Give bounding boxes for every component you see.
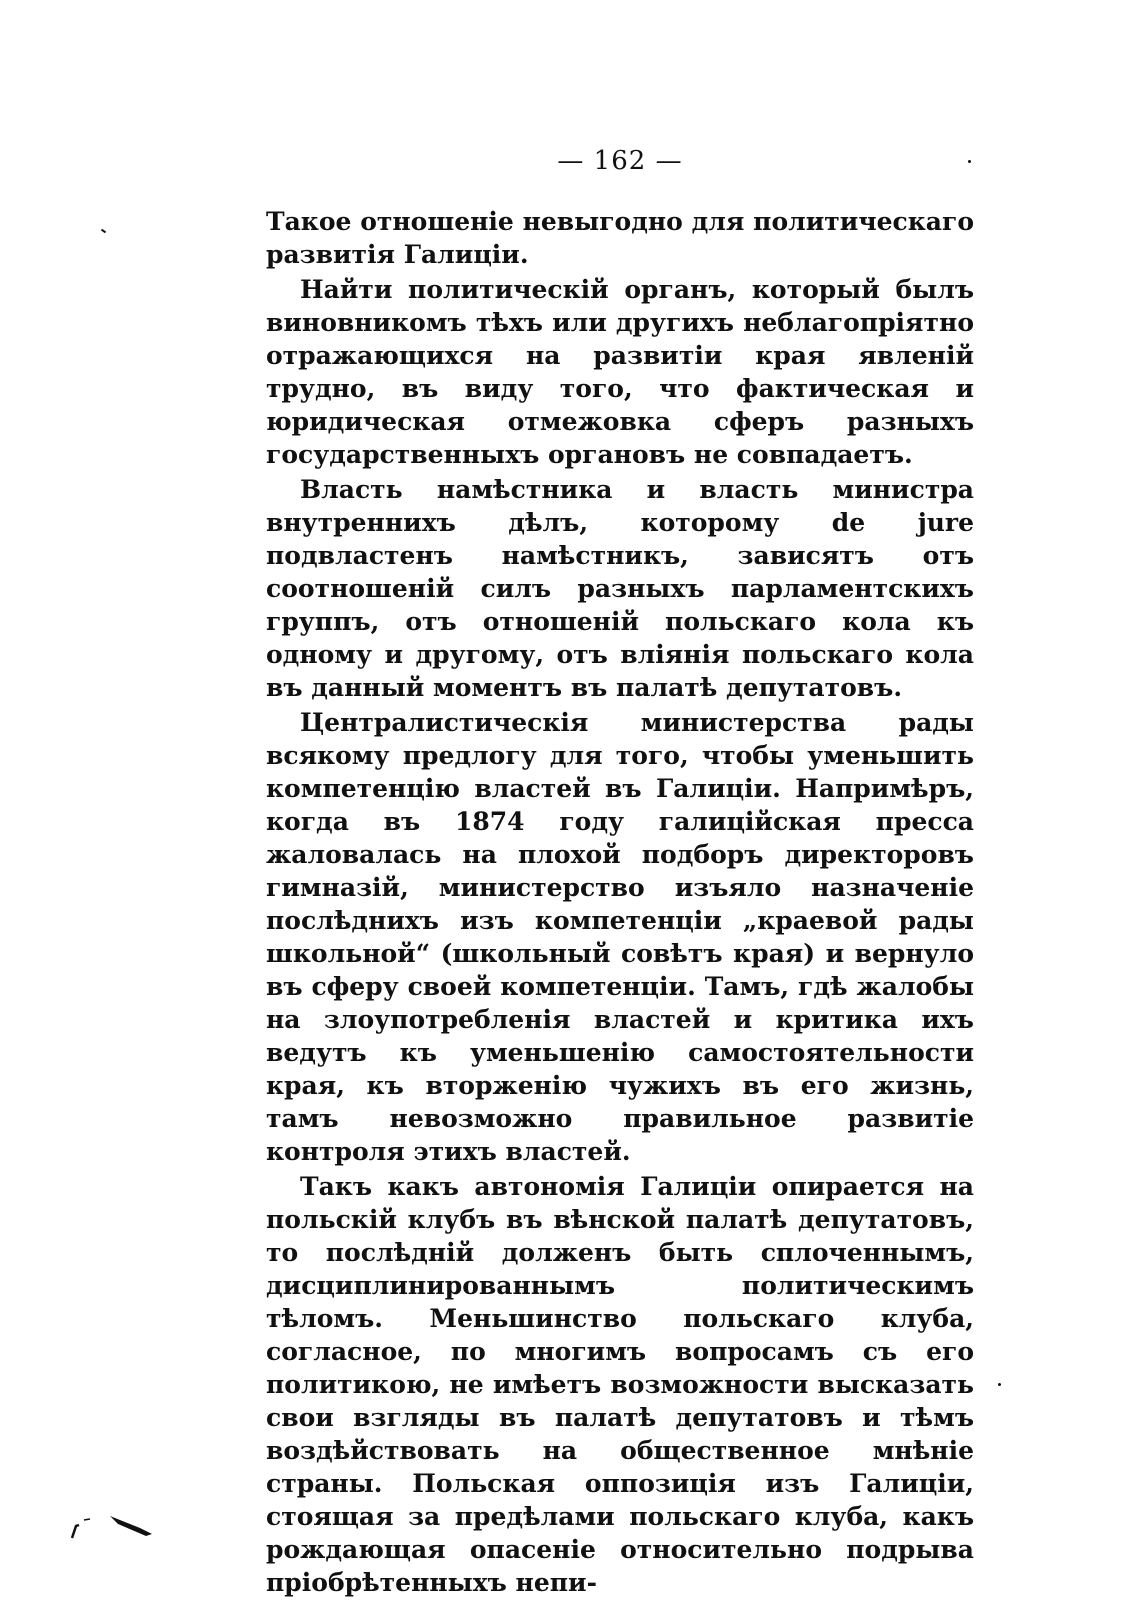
scan-speck (998, 1383, 1001, 1386)
scan-speck (968, 160, 971, 163)
body-text (266, 205, 974, 1599)
paragraph-3: Власть намѣстника и власть министра внутреннихъ дѣлъ, которому de jure подвластенъ намѣстникъ, зависятъ отъ соотношеній силъ разныхъ парламентскихъ группъ, отъ отношеній польскаго кола къ одному и другому, отъ вліянія польскаго кола въ данный моментъ въ палатѣ депутатовъ. (266, 475, 974, 702)
paragraph-2: Найти политическій органъ, который былъ виновникомъ тѣхъ или другихъ неблагопріятно отражающихся на развитіи края явленій трудно, въ виду того, что фактическая и юридическая отмежовка сферъ разныхъ государственныхъ органовъ не совпадаетъ. (266, 275, 974, 469)
page-number: — 162 — (557, 146, 683, 176)
paragraph-4: Централистическія министерства рады всякому предлогу для того, чтобы уменьшить компетенцію властей въ Галиціи. Напримѣръ, когда въ 1874 году галиційская пресса жаловалась на плохой подборъ директоровъ гимназій, министерство изъяло назначеніе послѣднихъ изъ компетенціи „краевой рады школьной“ (школьный совѣтъ края) и вернуло въ сферу своей компетенціи. Тамъ, гдѣ жалобы на злоупотребленія властей и критика ихъ ведутъ къ уменьшенію самостоятельности края, къ вторженію чужихъ въ его жизнь, тамъ невозможно правильное развитіе контроля этихъ властей. (266, 708, 974, 1166)
scan-smudge (70, 1512, 160, 1542)
scan-speck (101, 229, 106, 234)
paragraph-1: Такое отношеніе невыгодно для политическаго развитія Галиціи. (266, 207, 974, 269)
paragraph-5: Такъ какъ автономія Галиціи опирается на польскій клубъ въ вѣнской палатѣ депутатовъ, то послѣдній долженъ быть сплоченнымъ, дисциплинированнымъ политическимъ тѣломъ. Меньшинство польскаго клуба, согласное, по многимъ вопросамъ съ его политикою, не имѣетъ возможности высказать свои взгляды въ палатѣ депутатовъ и тѣмъ воздѣйствовать на общественное мнѣніе страны. Польская оппозиція изъ Галиціи, стоящая за предѣлами польскаго клуба, какъ рождающая опасеніе относительно подрыва пріобрѣтенныхъ непи- (266, 1172, 974, 1597)
